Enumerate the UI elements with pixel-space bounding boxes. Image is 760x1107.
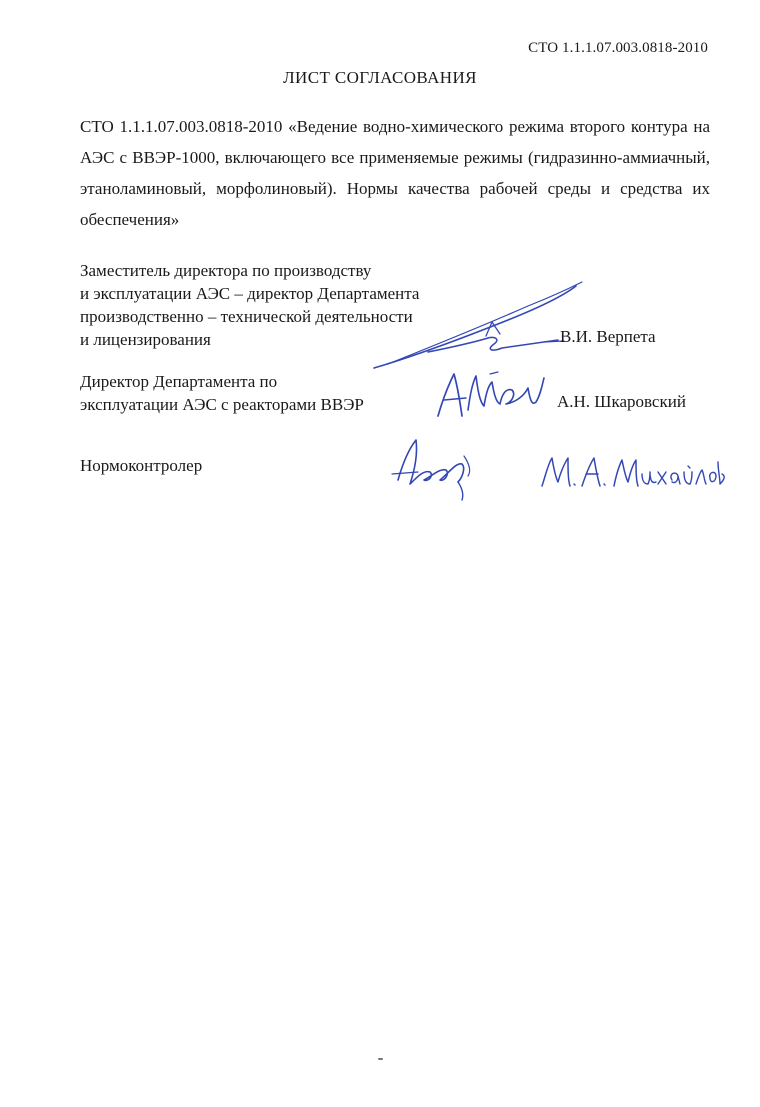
page-title: ЛИСТ СОГЛАСОВАНИЯ (283, 68, 477, 87)
document-code: СТО 1.1.1.07.003.0818-2010 (528, 40, 708, 56)
signature-shkarovsky (432, 366, 550, 426)
signer-name-verpeta: В.И. Верпета (560, 327, 656, 346)
page-mark (378, 1058, 383, 1060)
approver-role-deputy-director: Заместитель директора по производству и эксплуатации АЭС – директор Департамента производственно – технической деятельности и лицензирования (80, 261, 420, 349)
approver-role-department-director: Директор Департамента по эксплуатации АЭС с реакторами ВВЭР (80, 372, 364, 414)
signature-verpeta (368, 278, 588, 378)
signer-name-shkarovsky: А.Н. Шкаровский (557, 392, 686, 411)
handwritten-name-mikhailova (538, 452, 728, 492)
signature-normcontroller (388, 432, 488, 504)
approver-role-normcontroller: Нормоконтролер (80, 456, 203, 475)
document-subject: СТО 1.1.1.07.003.0818-2010 «Ведение водно-химического режима второго контура на АЭС с ВВЭР-1000, включающего все применяемые режимы (гидразинно-аммиачный, этаноламиновый, морфолиновый). Нормы качества рабочей среды и средства их обеспечения» (80, 117, 710, 229)
